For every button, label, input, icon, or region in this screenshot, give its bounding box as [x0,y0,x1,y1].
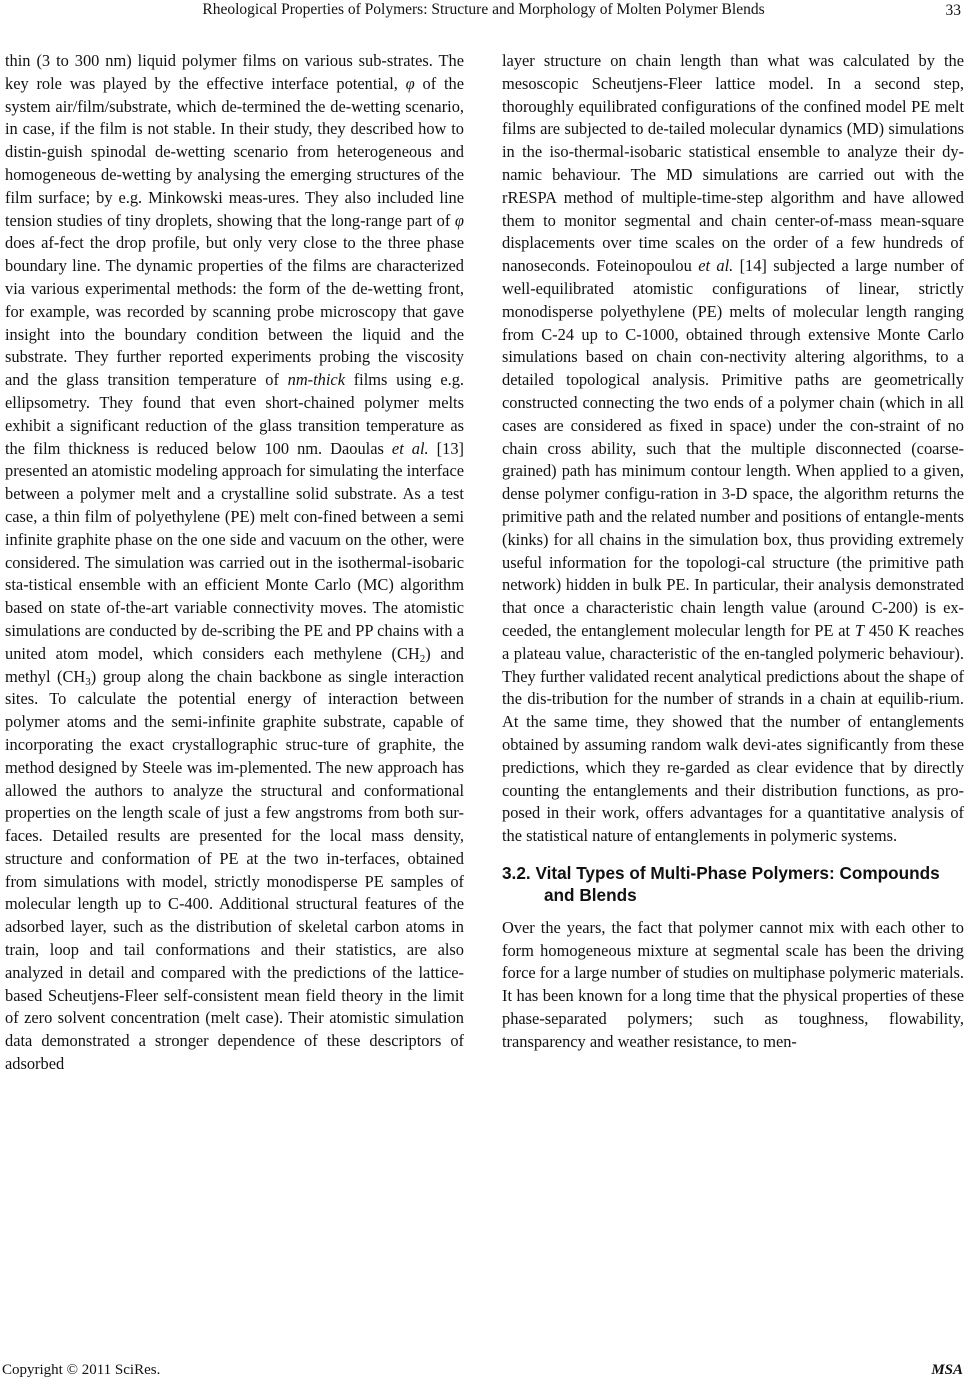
section-heading: 3.2. Vital Types of Multi-Phase Polymers: Compounds and Blends [502,862,940,905]
text-run: [13] presented an atomistic modeling approach for simulating the interface between a polymer melt and a crystalline solid substrate. As a test case, a thin film of polyethylene (PE) melt con-fined between a semi infinite graphite phase on the one side and vacuum on the other, were considered. The simulation was carried out in the isothermal-isobaric sta-tistical ensemble with an efficient Monte Carlo (MC) algorithm based on state of-the-art variable connectivity moves. The atomistic simulations are conducted by de-scribing the PE and PP chains with a united atom model, which considers each methylene (CH [5,438,464,663]
copyright-notice: Copyright © 2011 SciRes. [2,1362,161,1378]
subscript: 2 [419,652,426,665]
left-paragraph-1 [5,50,464,1076]
text-run: ) group along the chain backbone as single interaction sites. To calculate the potential energy of interaction between polymer atoms and the semi-infinite graphite substrate, capable of incorporating the exact crystallographic struc-ture of graphite, the method designed by Steele was im-plemented. The new approach has allowed the authors to analyze the structural and conformational properties on the length scale of just a few angstroms from both sur-faces. Detailed results are presented for the local mass density, structure and conformation of PE at the two in-terfaces, obtained from simulations with model, strictly monodisperse PE samples of molecular length up to C-400. Additional structural features of the adsorbed layer, such as the distribution of skeletal carbon atoms in train, loop and tail conformations and their statistics, are also analyzed in detail and compared with the predictions of the lattice-based Scheutjens-Fleer self-consistent mean field theory in the limit of zero solvent concentration (melt case). Their atomistic simulation data demonstrated a stronger dependence of these descriptors of adsorbed [5,666,464,1074]
text-run: films using e.g. ellipsometry. They found that even short-chained polymer melts exhibit a significant reduction of the glass transition temperature as the film thickness is reduced below 100 nm. Daoulas [5,370,465,458]
left-column [5,50,464,1076]
right-paragraph-2: Over the years, the fact that polymer cannot mix with each other to form homogeneous mixture at segmental scale has been the driving force for a large number of studies on multiphase polymeric materials. It has been known for a long time that the physical properties of these phase-separated polymers; such as toughness, flowability, transparency and weather resistance, to men- [502,917,964,1051]
right-column [502,50,964,1054]
journal-abbrev: MSA [931,1362,963,1378]
text-run: [14] subjected a large number of well-equilibrated atomistic configurations of linear, strictly monodisperse polyethylene (PE) melts of molecular length ranging from C-24 up to C-1000, obtained through extensive Monte Carlo simulations based on chain con-nectivity altering algorithms, to a detailed topological analysis. Primitive paths are geometrically constructed connecting the two ends of a polymer chain (which in all cases are considered as fixed in space) under the con-straint of no chain cross ability, such that the multiple disconnected (coarse-grained) path has minimum contour length. When applied to a given, dense polymer configu-ration in 3-D space, the algorithm returns the primitive path and the related number and positions of entangle-ments (kinks) for all chains in the simulation box, thus providing extremely useful information for the topologi-cal structure (the primitive path network) hidden in bulk PE. In particular, their analysis demonstrated that once a characteristic chain length value (around C-200) is ex-ceeded, the entanglement molecular length for PE at [502,256,964,640]
phi-symbol: φ [454,210,464,230]
page-footer [0,1362,967,1386]
phi-symbol: φ [405,73,415,93]
subscript: 3 [85,675,91,688]
text-run: of the system air/film/substrate, which de-termined the de-wetting scenario, in case, if the film is not stable. In their study, they described how to distin-guish spinodal de-wetting scenario from heterogeneous and homogeneous de-wetting by analysing the emerging structures of the film surface; by e.g. Minkowski meas-ures. They also included line tension studies of tiny droplets, showing that the long-range part of [5,73,464,230]
right-paragraph-1 [502,50,964,848]
text-run: layer structure on chain length than what was calculated by the mesoscopic Scheutjens-Fleer lattice model. In a second step, thoroughly equilibrated configurations of the confined model PE melt films are subjected to de-tailed molecular dynamics (MD) simulations in the iso-thermal-isobaric statistical ensemble to analyze their dy-namic behaviour. The MD simulations are carried out with the rRESPA method of multiple-time-step algorithm and have allowed them to monitor segmental and chain center-of-mass mean-square displacements over time scales on the order of a few hundreds of nanoseconds. Foteinopoulou [502,51,964,276]
et-al: et al. [698,256,734,276]
running-title: Rheological Properties of Polymers: Structure and Morphology of Molten Polymer Blends [202,1,765,18]
text-run: thin (3 to 300 nm) liquid polymer films on various sub-strates. The key role was played by the effective interface potential, [5,51,464,93]
temperature-symbol: T [854,620,865,640]
text-run: does af-fect the drop profile, but only very close to the three phase boundary line. The dynamic properties of the films are characterized via various experimental methods: the form of the de-wetting front, for example, was recorded by scanning probe microscopy that gave insight into the boundary condition between the liquid and the substrate. They further reported experiments probing the viscosity and the glass transition temperature of [5,233,464,390]
italic-term: nm-thick [287,370,345,390]
running-header [0,0,967,24]
page-number: 33 [945,2,961,19]
et-al: et al. [391,438,429,458]
text-run: ) and methyl (CH [5,643,464,686]
text-run: 450 K reaches a plateau value, characteristic of the en-tangled polymeric behaviour). They further validated recent analytical predictions about the shape of the dis-tribution for the number of strands in a chain at equilib-rium. At the same time, they showed that the number of entanglements obtained by assuming random walk devi-ates significantly from these predictions, which they re-garded as clear evidence that by directly counting the entanglements and their distribution functions, as pro-posed in their work, offers advantages for a quantitative analysis of the statistical nature of entanglements in polymeric systems. [502,620,964,846]
